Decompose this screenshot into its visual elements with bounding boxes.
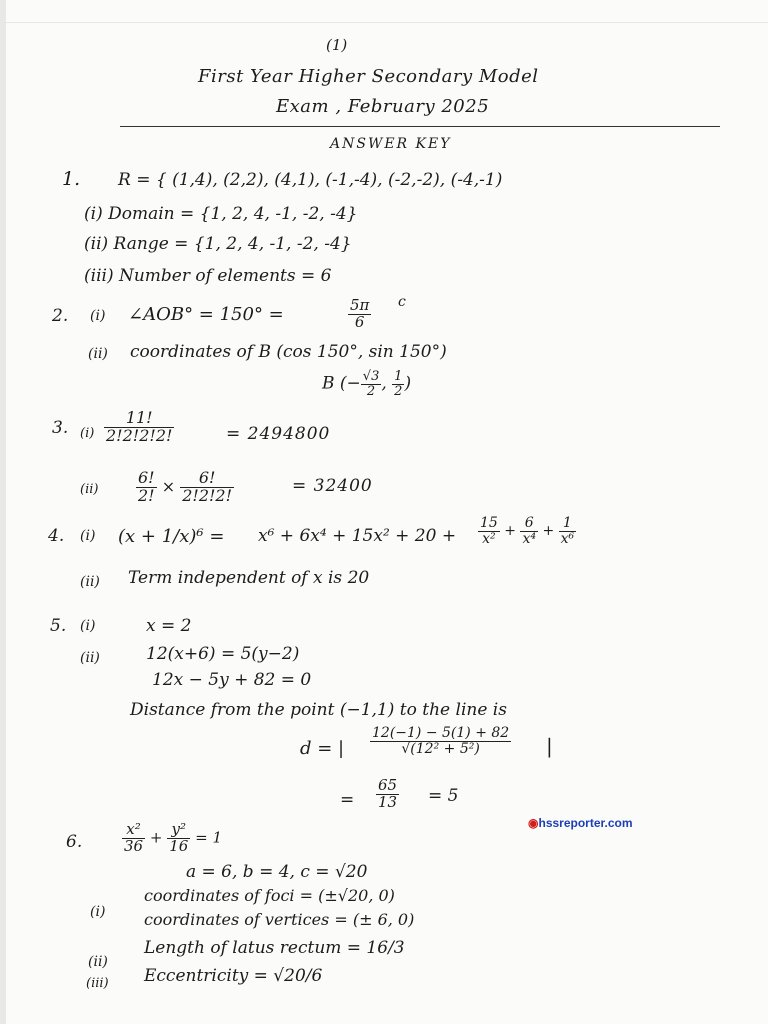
q3-times: × — [161, 476, 176, 496]
q5-result-num: 65 — [378, 776, 398, 794]
q3-i-label: (i) — [80, 426, 95, 441]
q2-fraction — [348, 298, 371, 331]
q4-ii-text: Term independent of x is 20 — [128, 568, 370, 588]
q2-i-label: (i) — [90, 308, 106, 324]
q6-number: 6. — [66, 832, 83, 852]
q5-d-eq: d = | — [300, 738, 345, 759]
q6-y2: y² — [167, 822, 190, 839]
q2-angle: ∠AOB° = 150° = — [128, 304, 284, 325]
watermark-logo-icon: ◉ — [528, 816, 539, 830]
q5-d-numerator: 12(−1) − 5(1) + 82 — [372, 725, 510, 741]
title-line-2: Exam , February 2025 — [276, 96, 490, 117]
q5-abs-bar: | — [546, 734, 553, 758]
q5-i-text: x = 2 — [146, 616, 192, 636]
q1-relation: R = { (1,4), (2,2), (4,1), (-1,-4), (-2,-2), (-4,-1) — [118, 170, 503, 190]
q6-eq-one: = 1 — [195, 828, 222, 847]
header-rule — [120, 126, 720, 127]
q2-frac-numerator: 5π — [350, 296, 370, 314]
q2-ii-label: (ii) — [88, 346, 108, 362]
q6-latus-rectum: Length of latus rectum = 16/3 — [144, 938, 405, 958]
q3-ii-label: (ii) — [80, 482, 99, 497]
q5-i-label: (i) — [80, 618, 96, 634]
q5-result-fraction — [376, 778, 399, 811]
q4-ii-label: (ii) — [80, 574, 100, 590]
q3-i-fraction — [104, 410, 174, 445]
q5-line-2: 12x − 5y + 82 = 0 — [152, 670, 312, 690]
title-line-1: First Year Higher Secondary Model — [198, 66, 539, 87]
watermark-text: hssreporter.com — [538, 816, 633, 830]
q4-number: 4. — [48, 526, 65, 546]
q5-number: 5. — [50, 616, 67, 636]
q5-ii-label: (ii) — [80, 650, 100, 666]
q3-i-denominator: 2!2!2!2! — [106, 425, 173, 445]
q4-frac1-den: x² — [482, 530, 496, 547]
watermark — [528, 816, 633, 830]
answer-key-heading: ANSWER KEY — [330, 136, 452, 152]
q2-b-prefix: B (− — [322, 373, 361, 394]
q3-number: 3. — [52, 418, 69, 438]
page-number: (1) — [326, 36, 348, 54]
q4-frac1-num: 15 — [480, 515, 498, 531]
q4-fractions — [478, 516, 576, 546]
q6-ii-label: (ii) — [88, 954, 108, 970]
q3-ii-fraction — [136, 470, 234, 505]
q3-i-numerator: 11! — [104, 410, 174, 428]
q4-rhs: x⁶ + 6x⁴ + 15x² + 20 + — [258, 526, 457, 546]
q3-ii-num-2: 6! — [180, 470, 234, 488]
q3-ii-value: = 32400 — [292, 476, 373, 496]
q5-distance-text: Distance from the point (−1,1) to the line is — [130, 700, 507, 720]
q6-abc: a = 6, b = 4, c = √20 — [186, 862, 368, 882]
q2-two-b: 2 — [394, 383, 403, 399]
q5-line-1: 12(x+6) = 5(y−2) — [146, 644, 300, 664]
q3-ii-den-2: 2!2!2! — [182, 485, 233, 505]
q2-b-point: B (− $\frac{√3}{2}$ , $\frac{1}{2}$ ) — [322, 369, 412, 399]
q5-result-den: 13 — [378, 792, 398, 811]
q4-frac2-den: x⁴ — [522, 530, 536, 547]
q2-coordinates: coordinates of B (cos 150°, sin 150°) — [130, 342, 447, 362]
q4-frac3-num: 1 — [559, 516, 577, 532]
q4-lhs: (x + 1/x)⁶ = — [118, 526, 225, 547]
q2-radian-mark: c — [398, 294, 406, 310]
q3-i-value: = 2494800 — [226, 424, 331, 444]
page-edge — [0, 0, 6, 1024]
q4-plus-1: + — [504, 523, 517, 540]
q6-ellipse-equation — [122, 822, 222, 855]
q1-number: 1. — [62, 168, 81, 190]
q4-i-label: (i) — [80, 528, 96, 544]
q6-eccentricity: Eccentricity = √20/6 — [144, 966, 323, 986]
q6-vertices: coordinates of vertices = (± 6, 0) — [144, 910, 415, 929]
q4-frac3-den: x⁶ — [560, 530, 575, 547]
q1-domain: (i) Domain = {1, 2, 4, -1, -2, -4} — [84, 204, 358, 224]
q6-plus: + — [149, 828, 163, 847]
q2-two-a: 2 — [366, 383, 376, 399]
q1-range: (ii) Range = {1, 2, 4, -1, -2, -4} — [84, 234, 352, 254]
q2-close: ) — [404, 373, 412, 394]
q5-equals: = — [340, 790, 355, 810]
q5-result: = 5 — [428, 786, 459, 806]
q6-36: 36 — [124, 836, 144, 855]
q2-frac-denominator: 6 — [354, 312, 365, 331]
q6-i-label: (i) — [90, 904, 106, 920]
q3-ii-den-1: 2! — [138, 485, 155, 505]
q6-iii-label: (iii) — [86, 976, 109, 991]
q6-16: 16 — [169, 836, 189, 855]
page-top-edge — [0, 22, 768, 23]
q3-ii-num-1: 6! — [138, 468, 155, 487]
q2-number: 2. — [52, 306, 69, 326]
q6-x2: x² — [122, 822, 145, 839]
q5-d-denominator: √(12² + 5²) — [401, 740, 480, 757]
q2-one: 1 — [394, 369, 403, 384]
q2-root3: √3 — [362, 369, 380, 384]
q4-frac2-num: 6 — [520, 516, 538, 532]
q1-count: (iii) Number of elements = 6 — [84, 266, 332, 286]
q4-plus-2: + — [542, 523, 555, 540]
q6-foci: coordinates of foci = (±√20, 0) — [144, 886, 395, 905]
q5-d-fraction — [370, 726, 511, 756]
